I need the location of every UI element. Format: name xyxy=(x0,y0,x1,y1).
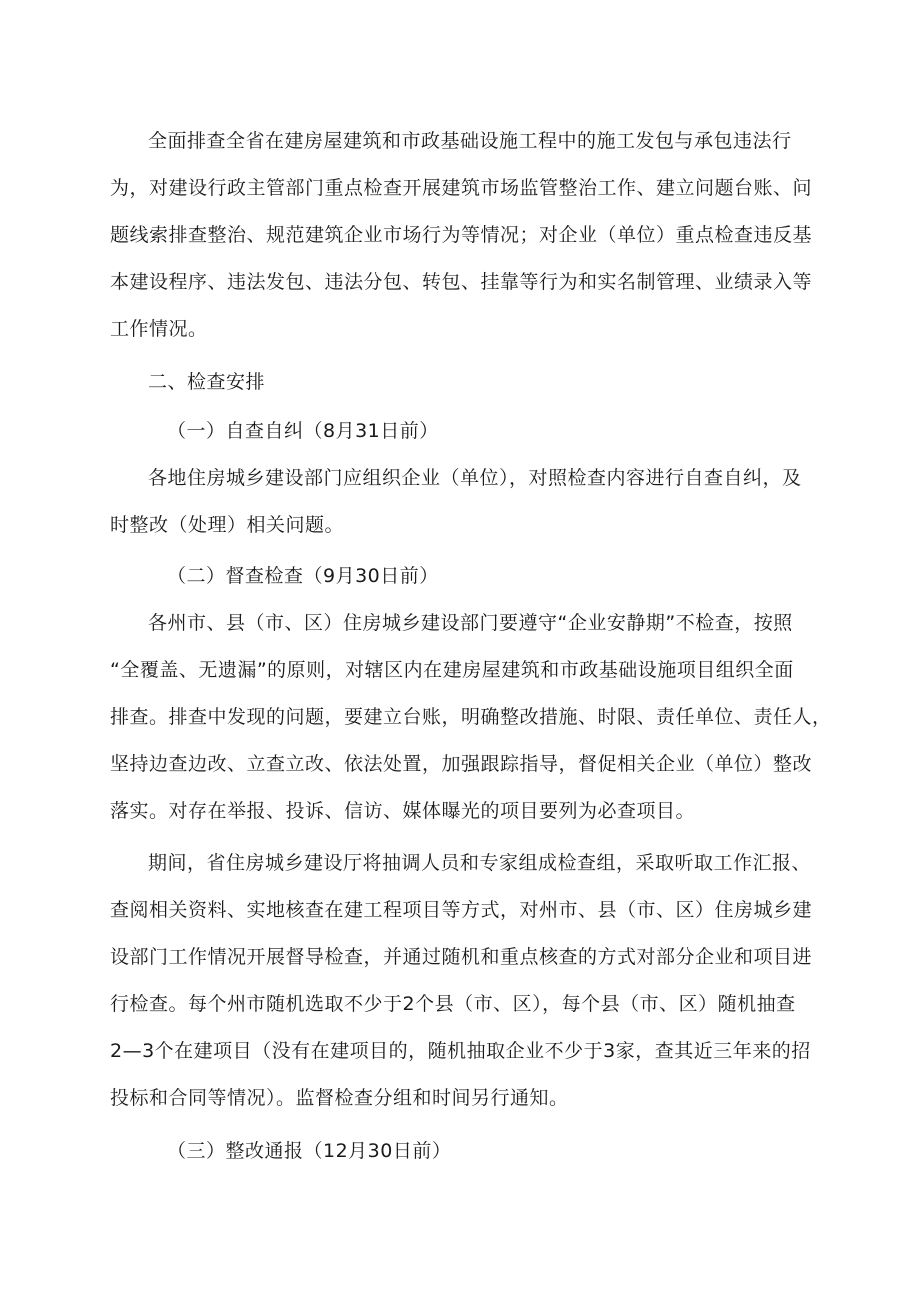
paragraph-4-line-2: 查阅相关资料、实地核查在建工程项目等方式，对州市、县（市、区）住房城乡建 xyxy=(110,899,813,921)
paragraph-3-line-3: 排查。排查中发现的问题，要建立台账，明确整改措施、时限、责任单位、责任人， xyxy=(110,706,832,728)
paragraph-3-line-1: 各州市、县（市、区）住房城乡建设部门要遵守“企业安静期”不检查，按照 xyxy=(148,612,793,634)
paragraph-1-line-2: 为，对建设行政主管部门重点检查开展建筑市场监管整治工作、建立问题台账、问 xyxy=(110,177,813,199)
paragraph-1-line-4: 本建设程序、违法发包、违法分包、转包、挂靠等行为和实名制管理、业绩录入等 xyxy=(110,271,813,293)
paragraph-1-line-1: 全面排查全省在建房屋建筑和市政基础设施工程中的施工发包与承包违法行 xyxy=(148,130,792,152)
subheading-supervision-inspection: （二）督查检查（9月30日前） xyxy=(167,565,439,587)
paragraph-2-line-1: 各地住房城乡建设部门应组织企业（单位），对照检查内容进行自查自纠，及 xyxy=(148,467,802,489)
paragraph-3-line-4: 坚持边查边改、立查立改、依法处置，加强跟踪指导，督促相关企业（单位）整改 xyxy=(110,753,813,775)
paragraph-1-line-5: 工作情况。 xyxy=(110,318,208,340)
paragraph-2-line-2: 时整改（处理）相关问题。 xyxy=(110,514,345,536)
paragraph-4-line-5: 2—3个在建项目（没有在建项目的，随机抽取企业不少于3家，查其近三年来的招 xyxy=(110,1040,811,1062)
subheading-self-inspection: （一）自查自纠（8月31日前） xyxy=(167,420,439,442)
section-heading-inspection-arrangement: 二、检查安排 xyxy=(148,371,266,393)
paragraph-3-line-5: 落实。对存在举报、投诉、信访、媒体曝光的项目要列为必查项目。 xyxy=(110,800,696,822)
paragraph-3-line-2: “全覆盖、无遗漏”的原则，对辖区内在建房屋建筑和市政基础设施项目组织全面 xyxy=(110,659,794,681)
paragraph-4-line-1: 期间，省住房城乡建设厅将抽调人员和专家组成检查组，采取听取工作汇报、 xyxy=(148,852,812,874)
paragraph-4-line-6: 投标和合同等情况）。监督检查分组和时间另行通知。 xyxy=(110,1087,569,1109)
paragraph-4-line-4: 行检查。每个州市随机选取不少于2个县（市、区），每个县（市、区）随机抽查 xyxy=(110,993,796,1015)
subheading-rectification-report: （三）整改通报（12月30日前） xyxy=(167,1140,452,1162)
paragraph-4-line-3: 设部门工作情况开展督导检查，并通过随机和重点核查的方式对部分企业和项目进 xyxy=(110,946,813,968)
paragraph-1-line-3: 题线索排查整治、规范建筑企业市场行为等情况；对企业（单位）重点检查违反基 xyxy=(110,224,813,246)
